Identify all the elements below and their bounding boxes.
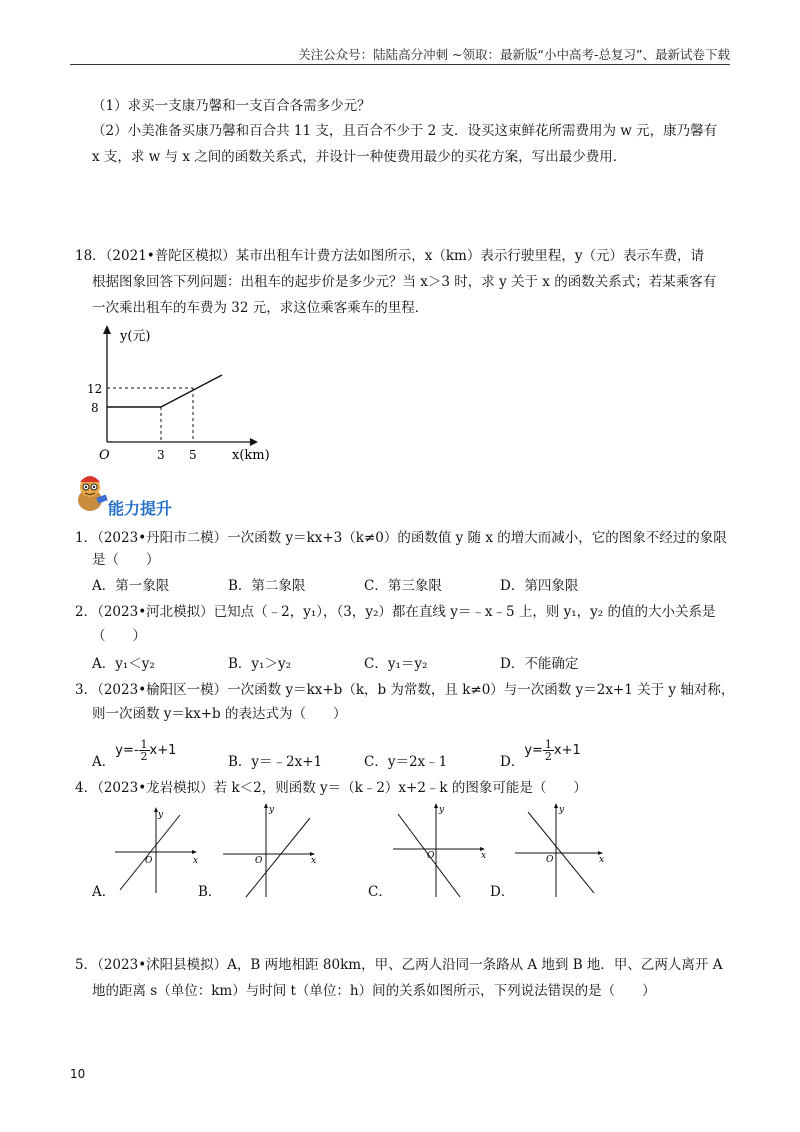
q17-part2-line2: x 支，求 w 与 x 之间的函数关系式，并设计一种使费用最少的买花方案，写出最少费用． bbox=[92, 149, 627, 165]
page-number: 10 bbox=[70, 1067, 86, 1081]
svg-text:O: O bbox=[145, 856, 153, 866]
q1-line1: 1．（2023•丹阳市二模）一次函数 y＝kx+3（k≠0）的函数值 y 随 x 的增大而减小，它的图象不经过的象限 bbox=[75, 530, 727, 546]
q18-line2: 根据图象回答下列问题：出租车的起步价是多少元？当 x＞3 时，求 y 关于 x 的函数关系式；若某乘客有 bbox=[92, 274, 717, 290]
svg-text:x: x bbox=[193, 856, 199, 866]
x-axis-arrow-icon bbox=[250, 438, 258, 446]
svg-text:O: O bbox=[255, 856, 263, 866]
q3-option-c: C．y＝2x﹣1 bbox=[364, 754, 448, 770]
svg-text:y: y bbox=[269, 805, 275, 815]
q17-part1: （1）求买一支康乃馨和一支百合各需多少元？ bbox=[92, 98, 371, 114]
q2-option-b: B．y₁＞y₂ bbox=[228, 656, 291, 672]
q3-option-b: B．y＝﹣2x+1 bbox=[228, 754, 323, 770]
q1-option-b: B．第二象限 bbox=[228, 578, 306, 594]
q18-line1: 18．（2021•普陀区模拟）某市出租车计费方法如图所示，x（km）表示行驶里程，y（元）表示车费，请 bbox=[75, 248, 704, 264]
q4-graph-b bbox=[218, 800, 323, 900]
graph-y-label: y(元) bbox=[120, 329, 151, 344]
q4-graph-a bbox=[110, 805, 205, 895]
q3-option-a: A．y=- $\frac{1}{2}$ x+1 bbox=[92, 738, 177, 770]
q2-option-d: D．不能确定 bbox=[500, 656, 579, 672]
q4-option-c-label: C． bbox=[368, 884, 392, 900]
q1-option-d: D．第四象限 bbox=[500, 578, 579, 594]
y-axis-arrow-icon bbox=[103, 325, 111, 334]
xtick-3: 3 bbox=[157, 448, 165, 462]
ytick-12: 12 bbox=[87, 382, 103, 396]
graph-x-label: x(km) bbox=[232, 448, 270, 463]
q5-line1: 5．（2023•沭阳县模拟）A，B 两地相距 80km，甲、乙两人沿同一条路从 A 地到 B 地．甲、乙两人离开 A bbox=[75, 957, 723, 973]
svg-text:y: y bbox=[158, 810, 164, 820]
taxi-fare-graph bbox=[87, 320, 290, 470]
ytick-8: 8 bbox=[91, 401, 99, 415]
q1-option-a: A．第一象限 bbox=[92, 578, 170, 594]
svg-text:x: x bbox=[599, 855, 605, 865]
svg-text:O: O bbox=[427, 851, 435, 861]
q2-line2: （ ） bbox=[92, 628, 146, 644]
q2-line1: 2．（2023•河北模拟）已知点（﹣2，y₁），（3，y₂）都在直线 y＝﹣x﹣5 上，则 y₁，y₂ 的值的大小关系是 bbox=[75, 604, 716, 620]
page-header: 关注公众号：陆陆高分冲刺 ~领取：最新版“小中高考-总复习”、最新试卷下载 bbox=[298, 47, 730, 62]
mascot-icon bbox=[70, 470, 110, 514]
svg-text:O: O bbox=[546, 855, 554, 865]
q3-line2: 则一次函数 y＝kx+b 的表达式为（ ） bbox=[92, 706, 347, 722]
svg-text:x: x bbox=[311, 856, 317, 866]
q17-part2-line1: （2）小美准备买康乃馨和百合共 11 支，且百合不少于 2 支．设买这束鲜花所需费用为 w 元，康乃馨有 bbox=[92, 123, 718, 139]
svg-text:x: x bbox=[481, 851, 487, 861]
q3-option-d: D．y= $\frac{1}{2}$ x+1 bbox=[500, 738, 581, 770]
q1-option-c: C．第三象限 bbox=[364, 578, 442, 594]
q4-line1: 4．（2023•龙岩模拟）若 k＜2，则函数 y＝（k﹣2）x+2﹣k 的图象可能是（ ） bbox=[75, 780, 587, 796]
q4-graph-c bbox=[388, 800, 493, 900]
distance-fare-segment bbox=[161, 375, 222, 407]
svg-text:y: y bbox=[559, 805, 565, 815]
q4-option-a-label: A． bbox=[92, 884, 116, 900]
q4-option-d-label: D． bbox=[490, 884, 515, 900]
graph-origin: O bbox=[99, 448, 110, 463]
q4-option-b-label: B． bbox=[198, 884, 222, 900]
q3-line1: 3．（2023•榆阳区一模）一次函数 y＝kx+b（k，b 为常数，且 k≠0）与一次函数 y＝2x+1 关于 y 轴对称， bbox=[75, 682, 735, 698]
q2-option-c: C．y₁＝y₂ bbox=[364, 656, 428, 672]
q18-line3: 一次乘出租车的车费为 32 元，求这位乘客乘车的里程． bbox=[92, 300, 429, 316]
q5-line2: 地的距离 s（单位：km）与时间 t（单位：h）间的关系如图所示，下列说法错误的是（ ） bbox=[92, 983, 656, 999]
svg-text:y: y bbox=[439, 805, 445, 815]
q1-line2: 是（ ） bbox=[92, 552, 160, 568]
xtick-5: 5 bbox=[189, 448, 197, 462]
q2-option-a: A．y₁＜y₂ bbox=[92, 656, 155, 672]
section-title: 能力提升 bbox=[108, 499, 173, 518]
header-divider bbox=[70, 64, 730, 65]
q4-graph-d bbox=[510, 800, 610, 900]
